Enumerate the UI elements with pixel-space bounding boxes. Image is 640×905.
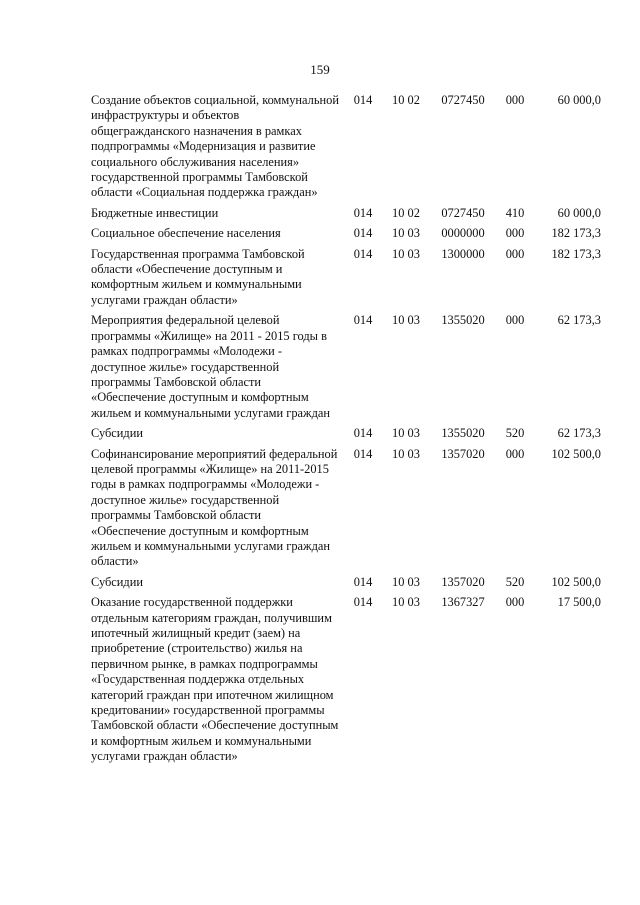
row-description: Софинансирование мероприятий федеральной целевой программы «Жилище» на 2011-2015 годы в рамках подпрограммы «Молодежи - доступное жилье» государственной программы Тамбовской области «Обеспечение доступным и комфортным жильем и коммунальными услугами граждан области» [91,446,338,569]
ministry-code: 014 [353,574,373,589]
table-row [91,447,601,575]
amount: 102 500,0 [551,446,601,461]
target-code: 1357020 [441,574,485,589]
expense-kind-code: 000 [505,226,525,241]
expense-kind-code: 000 [505,446,525,461]
amount: 182 173,3 [551,226,601,241]
section-code: 10 03 [392,574,420,589]
section-code: 10 02 [392,93,420,107]
target-code: 1367327 [441,595,485,610]
section-code: 10 03 [392,426,420,441]
target-code: 0727450 [441,205,485,220]
ministry-code: 014 [353,246,373,261]
table-row [91,426,601,446]
row-description: Социальное обеспечение населения [91,226,281,241]
amount: 62 173,3 [557,426,601,441]
amount: 60 000,0 [557,93,601,107]
ministry-code: 014 [353,205,373,220]
table-row [91,575,601,595]
table-row [91,595,601,769]
ministry-code: 014 [353,226,373,241]
expense-kind-code: 000 [505,595,525,610]
expense-kind-code: 000 [505,313,525,328]
ministry-code: 014 [353,446,373,461]
row-description: Оказание государственной поддержки отдельным категориям граждан, получившим ипотечный жилищный кредит (заем) на приобретение (строительство) жилья на первичном рынке, в рамках подпрограммы «Государственная поддержка отдельных категорий граждан при ипотечном жилищном кредитовании» государственной программы Тамбовской области «Обеспечение доступным и комфортным жильем и коммунальными услугами граждан области» [91,595,339,764]
ministry-code: 014 [353,313,373,328]
ministry-code: 014 [353,595,373,610]
section-code: 10 03 [392,595,420,610]
expense-kind-code: 410 [505,205,525,220]
row-description: Субсидии [91,426,143,441]
expense-kind-code: 520 [505,574,525,589]
expense-kind-code: 000 [505,246,525,261]
amount: 62 173,3 [557,313,601,328]
target-code: 0727450 [441,93,485,107]
target-code: 1355020 [441,426,485,441]
table-row [91,247,601,314]
amount: 17 500,0 [557,595,601,610]
table-row [91,206,601,226]
target-code: 1300000 [441,246,485,261]
amount: 182 173,3 [551,246,601,261]
section-code: 10 03 [392,446,420,461]
section-code: 10 03 [392,246,420,261]
section-code: 10 03 [392,313,420,328]
budget-table [91,93,601,770]
row-description: Мероприятия федеральной целевой программы «Жилище» на 2011 - 2015 годы в рамках подпрограммы «Молодежи - доступное жилье» государственной программы Тамбовской области «Обеспечение доступным и комфортным жильем и коммунальными услугами граждан [91,313,331,420]
expense-kind-code: 520 [505,426,525,441]
target-code: 1355020 [441,313,485,328]
table-row [91,313,601,426]
amount: 102 500,0 [551,574,601,589]
target-code: 0000000 [441,226,485,241]
target-code: 1357020 [441,446,485,461]
amount: 60 000,0 [557,205,601,220]
table-row [91,93,601,206]
row-description: Государственная программа Тамбовской области «Обеспечение доступным и комфортным жильем и коммунальными услугами граждан области» [91,246,305,307]
ministry-code: 014 [353,426,373,441]
row-description: Субсидии [91,574,143,589]
row-description: Бюджетные инвестиции [91,205,219,220]
table-row [91,226,601,246]
section-code: 10 03 [392,226,420,241]
page-number: 159 [310,62,330,77]
ministry-code: 014 [353,93,373,107]
expense-kind-code: 000 [505,93,525,107]
row-description: Создание объектов социальной, коммунальной инфраструктуры и объектов общегражданского назначения в рамках подпрограммы «Модернизация и развитие социального обслуживания населения» государственной программы Тамбовской области «Социальная поддержка граждан» [91,93,339,200]
section-code: 10 02 [392,205,420,220]
